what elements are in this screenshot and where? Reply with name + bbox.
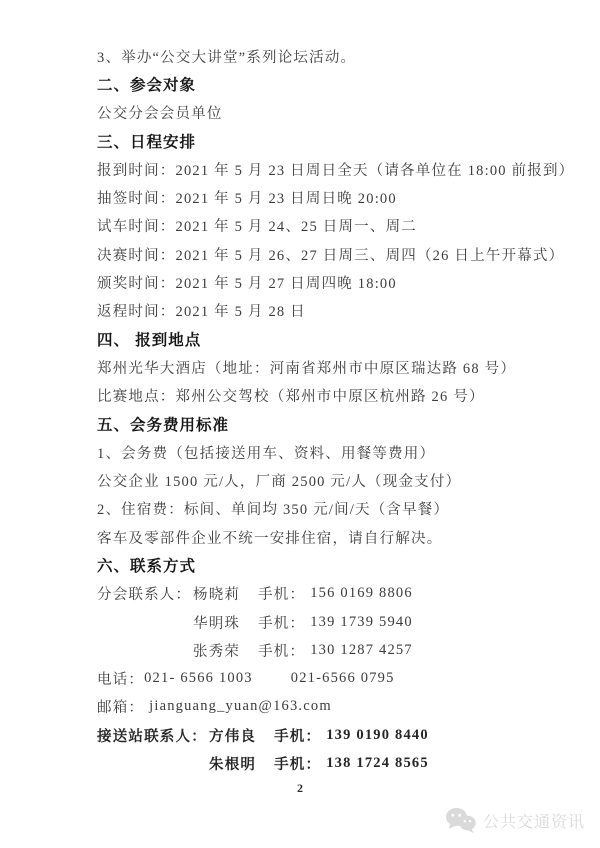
pickup-contact-row (97, 721, 557, 749)
phone-row (97, 665, 557, 693)
email-label: 邮箱： (97, 700, 145, 717)
section-heading-fees: 五、会务费用标准 (97, 417, 230, 434)
contact-row (97, 636, 557, 664)
mobile-label: 手机： (258, 615, 306, 632)
mobile-number: 139 0190 8440 (326, 726, 429, 743)
mobile-label: 手机： (274, 728, 322, 745)
phone-number-2: 021-6566 0795 (290, 670, 395, 687)
pickup-row-label: 接送站联系人： (97, 728, 207, 745)
email-row (97, 693, 557, 721)
venue-hotel: 郑州光华大酒店（地址：河南省郑州市中原区瑞达路 68 号） (97, 360, 517, 377)
schedule-item-final: 决赛时间：2021 年 5 月 26、27 日周三、周四（26 日上午开幕式） (97, 247, 565, 264)
pickup-contact-row (97, 749, 557, 777)
fees-item-conference: 1、会务费（包括接送用车、资料、用餐等费用） (97, 445, 436, 462)
phone-number-1: 021- 6566 1003 (144, 670, 253, 687)
mobile-number: 130 1287 4257 (310, 641, 413, 658)
phone-label: 电话： (97, 672, 145, 689)
schedule-item-trial: 试车时间：2021 年 5 月 24、25 日周一、周二 (97, 219, 417, 236)
document-content (97, 42, 575, 778)
contact-name: 朱根明 (209, 757, 257, 774)
schedule-item-checkin: 报到时间：2021 年 5 月 23 日周日全天（请各单位在 18:00 前报到） (97, 162, 575, 179)
contact-name: 华明珠 (193, 615, 241, 632)
contact-row (97, 580, 557, 608)
page-number: 2 (297, 781, 303, 795)
fees-item-lodging: 2、住宿费：标间、单间均 350 元/间/天（含早餐） (97, 502, 450, 519)
schedule-item-award: 颁奖时间：2021 年 5 月 27 日周四晚 18:00 (97, 276, 397, 293)
schedule-item-draw: 抽签时间：2021 年 5 月 23 日周日晚 20:00 (97, 191, 397, 208)
venue-competition: 比赛地点：郑州公交驾校（郑州市中原区杭州路 26 号） (97, 389, 485, 406)
watermark (445, 807, 585, 834)
mobile-number: 138 1724 8565 (326, 755, 429, 772)
attendees-body: 公交分会会员单位 (97, 106, 223, 123)
section-heading-schedule: 三、日程安排 (97, 134, 197, 152)
section-heading-attendees: 二、参会对象 (97, 77, 197, 95)
mobile-label: 手机： (258, 643, 306, 660)
mobile-number: 156 0169 8806 (310, 585, 413, 602)
mobile-label: 手机： (274, 757, 322, 774)
section-heading-contacts: 六、联系方式 (97, 558, 197, 576)
contact-row-label: 分会联系人： (97, 587, 192, 604)
mobile-label: 手机： (258, 587, 306, 604)
contact-name: 张秀荣 (193, 643, 241, 660)
fees-item-price: 公交企业 1500 元/人，厂商 2500 元/人（现金支付） (97, 474, 462, 491)
email-address: jianguang_yuan@163.com (149, 698, 332, 715)
fees-item-note: 客车及零部件企业不统一安排住宿，请自行解决。 (97, 530, 443, 547)
section-heading-venue: 四、 报到地点 (97, 332, 202, 350)
contact-row (97, 608, 557, 636)
wechat-icon (445, 807, 476, 834)
watermark-text: 公共交通资讯 (482, 814, 585, 831)
intro-item-3: 3、举办“公交大讲堂”系列论坛活动。 (97, 49, 357, 66)
contact-name: 方伟良 (209, 728, 257, 745)
mobile-number: 139 1739 5940 (310, 613, 413, 630)
contact-name: 杨晓莉 (193, 587, 241, 604)
schedule-item-return: 返程时间：2021 年 5 月 28 日 (97, 304, 306, 321)
